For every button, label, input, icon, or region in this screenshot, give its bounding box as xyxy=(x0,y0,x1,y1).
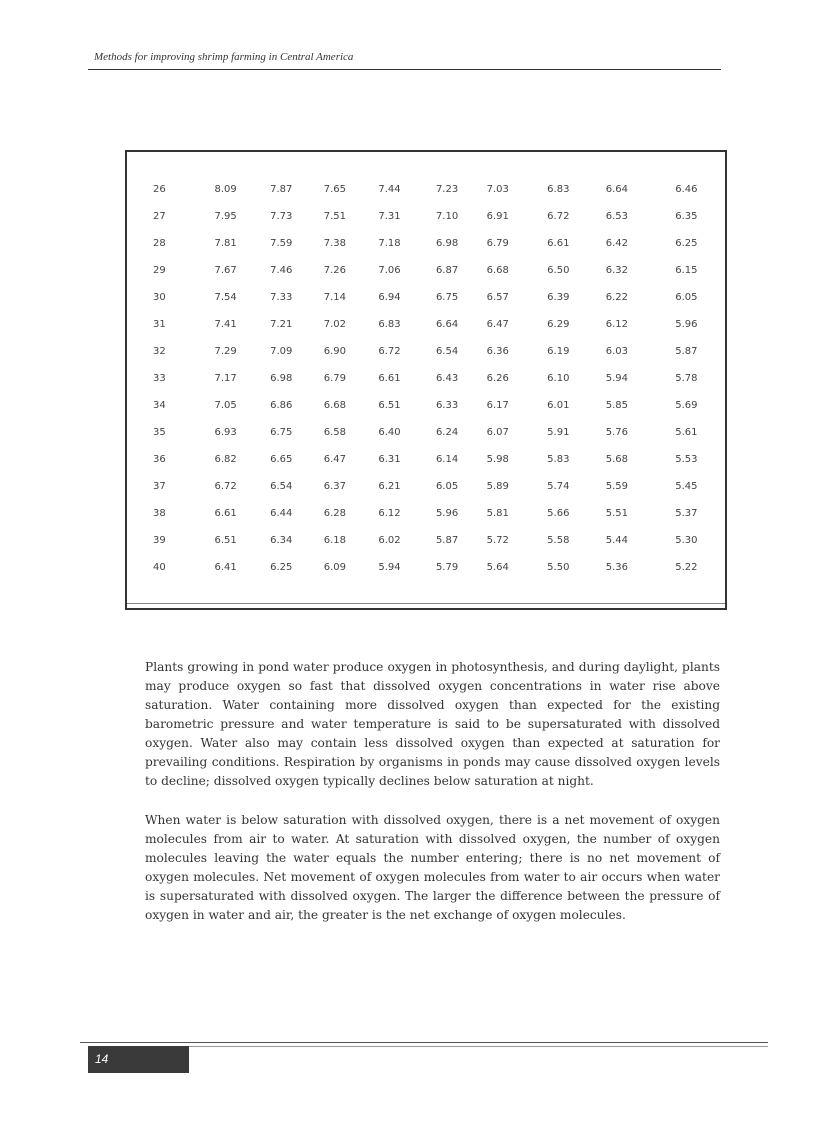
table-cell: 6.12 xyxy=(605,319,629,330)
table-cell: 7.46 xyxy=(270,265,293,276)
table-cell: 5.79 xyxy=(435,562,459,573)
header-rule xyxy=(88,69,721,70)
table-cell: 5.30 xyxy=(675,535,698,546)
table-cell: 6.43 xyxy=(435,373,459,384)
row-temperature-cell: 29 xyxy=(153,265,166,276)
table-row xyxy=(127,230,725,257)
table-cell: 6.91 xyxy=(486,211,509,222)
table-cell: 5.61 xyxy=(675,427,698,438)
table-cell: 6.44 xyxy=(270,508,293,519)
table-cell: 7.41 xyxy=(214,319,237,330)
table-cell: 5.68 xyxy=(605,454,629,465)
page-number: 14 xyxy=(88,1046,189,1073)
row-temperature-cell: 32 xyxy=(153,346,166,357)
table-cell: 7.59 xyxy=(270,238,293,249)
paragraph-net-movement: When water is below saturation with dissolved oxygen, there is a net movement of oxygen molecules from air to water. At saturation with dissolved oxygen, the number of oxygen molecules leaving the water equals the number entering; there is no net movement of oxygen molecules. Net movement of oxygen molecules from water to air occurs when water is supersaturated with dissolved oxygen. The larger the difference between the pressure of oxygen in water and air, the greater is the net exchange of oxygen molecules. xyxy=(145,813,720,922)
table-cell: 6.36 xyxy=(486,346,509,357)
table-cell: 6.02 xyxy=(378,535,401,546)
footer-rule xyxy=(80,1042,768,1043)
table-row xyxy=(127,554,725,581)
row-temperature-cell: 36 xyxy=(153,454,166,465)
table-cell: 6.28 xyxy=(323,508,346,519)
table-cell: 6.14 xyxy=(435,454,459,465)
table-cell: 7.03 xyxy=(486,184,509,195)
table-cell: 6.54 xyxy=(435,346,459,357)
table-cell: 5.36 xyxy=(605,562,629,573)
table-cell: 6.07 xyxy=(486,427,509,438)
table-cell: 5.37 xyxy=(675,508,698,519)
row-temperature-cell: 27 xyxy=(153,211,166,222)
row-temperature-cell: 37 xyxy=(153,481,166,492)
table-cell: 6.19 xyxy=(547,346,570,357)
table-cell: 6.98 xyxy=(435,238,459,249)
table-cell: 6.68 xyxy=(323,400,346,411)
table-cell: 6.09 xyxy=(323,562,346,573)
table-cell: 6.18 xyxy=(323,535,346,546)
table-cell: 7.26 xyxy=(323,265,346,276)
table-cell: 6.41 xyxy=(214,562,237,573)
row-temperature-cell: 33 xyxy=(153,373,166,384)
table-cell: 7.17 xyxy=(214,373,237,384)
table-row xyxy=(127,203,725,230)
table-cell: 7.31 xyxy=(378,211,401,222)
table-cell: 6.05 xyxy=(435,481,459,492)
table-cell: 6.79 xyxy=(486,238,509,249)
table-cell: 6.05 xyxy=(675,292,698,303)
table-cell: 6.42 xyxy=(605,238,629,249)
table-cell: 6.47 xyxy=(486,319,509,330)
table-cell: 6.82 xyxy=(214,454,237,465)
table-cell: 6.25 xyxy=(675,238,698,249)
row-temperature-cell: 35 xyxy=(153,427,166,438)
table-cell: 7.38 xyxy=(323,238,346,249)
table-cell: 6.72 xyxy=(547,211,570,222)
table-row xyxy=(127,284,725,311)
row-temperature-cell: 26 xyxy=(153,184,166,195)
table-cell: 5.94 xyxy=(605,373,629,384)
table-cell: 7.73 xyxy=(270,211,293,222)
table-cell: 6.39 xyxy=(547,292,570,303)
table-cell: 7.18 xyxy=(378,238,401,249)
table-cell: 6.61 xyxy=(547,238,570,249)
table-cell: 6.61 xyxy=(214,508,237,519)
table-cell: 5.51 xyxy=(605,508,629,519)
table-cell: 6.94 xyxy=(378,292,401,303)
table-cell: 7.95 xyxy=(214,211,237,222)
table-cell: 5.87 xyxy=(675,346,698,357)
table-cell: 7.09 xyxy=(270,346,293,357)
table-cell: 6.64 xyxy=(435,319,459,330)
table-cell: 5.74 xyxy=(547,481,570,492)
table-cell: 5.96 xyxy=(675,319,698,330)
table-cell: 5.87 xyxy=(435,535,459,546)
row-temperature-cell: 40 xyxy=(153,562,166,573)
table-cell: 7.02 xyxy=(323,319,346,330)
table-cell: 6.25 xyxy=(270,562,293,573)
table-cell: 6.22 xyxy=(605,292,629,303)
table-cell: 6.90 xyxy=(323,346,346,357)
table-row xyxy=(127,500,725,527)
table-cell: 6.15 xyxy=(675,265,698,276)
table-cell: 6.40 xyxy=(378,427,401,438)
table-row xyxy=(127,392,725,419)
table-cell: 6.21 xyxy=(378,481,401,492)
table-cell: 6.64 xyxy=(605,184,629,195)
table-cell: 5.66 xyxy=(547,508,570,519)
table-cell: 6.58 xyxy=(323,427,346,438)
table-cell: 6.86 xyxy=(270,400,293,411)
table-cell: 5.72 xyxy=(486,535,509,546)
table-cell: 5.81 xyxy=(486,508,509,519)
table-cell: 6.29 xyxy=(547,319,570,330)
table-cell: 5.69 xyxy=(675,400,698,411)
table-cell: 5.59 xyxy=(605,481,629,492)
footer-rule-secondary xyxy=(189,1046,768,1047)
table-cell: 5.96 xyxy=(435,508,459,519)
table-cell: 7.33 xyxy=(270,292,293,303)
table-cell: 7.05 xyxy=(214,400,237,411)
table-cell: 6.50 xyxy=(547,265,570,276)
table-row xyxy=(127,527,725,554)
table-cell: 6.51 xyxy=(378,400,401,411)
table-cell: 7.44 xyxy=(378,184,401,195)
table-cell: 6.93 xyxy=(214,427,237,438)
table-cell: 6.83 xyxy=(547,184,570,195)
table-row xyxy=(127,176,725,203)
table-cell: 5.98 xyxy=(486,454,509,465)
row-temperature-cell: 39 xyxy=(153,535,166,546)
table-cell: 5.45 xyxy=(675,481,698,492)
row-temperature-cell: 34 xyxy=(153,400,166,411)
table-cell: 7.06 xyxy=(378,265,401,276)
table-cell: 5.89 xyxy=(486,481,509,492)
table-cell: 5.76 xyxy=(605,427,629,438)
table-cell: 7.65 xyxy=(323,184,346,195)
table-cell: 6.72 xyxy=(214,481,237,492)
table-cell: 6.87 xyxy=(435,265,459,276)
table-cell: 7.14 xyxy=(323,292,346,303)
table-cell: 6.26 xyxy=(486,373,509,384)
row-temperature-cell: 38 xyxy=(153,508,166,519)
oxygen-solubility-table-box xyxy=(125,150,727,610)
table-cell: 7.23 xyxy=(435,184,459,195)
table-row xyxy=(127,419,725,446)
table-cell: 6.12 xyxy=(378,508,401,519)
table-cell: 6.79 xyxy=(323,373,346,384)
table-row xyxy=(127,365,725,392)
table-cell: 7.10 xyxy=(435,211,459,222)
table-cell: 6.32 xyxy=(605,265,629,276)
table-cell: 5.50 xyxy=(547,562,570,573)
table-row xyxy=(127,257,725,284)
table-cell: 6.83 xyxy=(378,319,401,330)
table-cell: 6.53 xyxy=(605,211,629,222)
table-cell: 8.09 xyxy=(214,184,237,195)
row-temperature-cell: 30 xyxy=(153,292,166,303)
table-cell: 5.53 xyxy=(675,454,698,465)
table-cell: 6.34 xyxy=(270,535,293,546)
table-row xyxy=(127,338,725,365)
table-cell: 6.37 xyxy=(323,481,346,492)
table-row xyxy=(127,446,725,473)
table-cell: 6.46 xyxy=(675,184,698,195)
table-cell: 5.91 xyxy=(547,427,570,438)
table-cell: 5.78 xyxy=(675,373,698,384)
table-cell: 5.85 xyxy=(605,400,629,411)
table-cell: 6.31 xyxy=(378,454,401,465)
table-cell: 7.51 xyxy=(323,211,346,222)
table-cell: 6.24 xyxy=(435,427,459,438)
table-cell: 5.83 xyxy=(547,454,570,465)
table-cell: 6.10 xyxy=(547,373,570,384)
table-cell: 6.03 xyxy=(605,346,629,357)
table-cell: 7.54 xyxy=(214,292,237,303)
table-cell: 7.81 xyxy=(214,238,237,249)
table-cell: 6.98 xyxy=(270,373,293,384)
table-cell: 5.94 xyxy=(378,562,401,573)
row-temperature-cell: 31 xyxy=(153,319,166,330)
table-cell: 6.01 xyxy=(547,400,570,411)
table-cell: 7.29 xyxy=(214,346,237,357)
table-cell: 6.75 xyxy=(270,427,293,438)
table-cell: 6.17 xyxy=(486,400,509,411)
oxygen-solubility-table xyxy=(127,176,725,581)
table-cell: 6.65 xyxy=(270,454,293,465)
table-cell: 6.51 xyxy=(214,535,237,546)
table-cell: 7.21 xyxy=(270,319,293,330)
table-cell: 5.44 xyxy=(605,535,629,546)
table-cell: 7.67 xyxy=(214,265,237,276)
table-row xyxy=(127,311,725,338)
table-cell: 7.87 xyxy=(270,184,293,195)
table-cell: 5.58 xyxy=(547,535,570,546)
table-cell: 6.57 xyxy=(486,292,509,303)
row-temperature-cell: 28 xyxy=(153,238,166,249)
running-header: Methods for improving shrimp farming in Central America xyxy=(94,51,354,63)
table-cell: 6.47 xyxy=(323,454,346,465)
table-row xyxy=(127,473,725,500)
table-cell: 6.33 xyxy=(435,400,459,411)
table-cell: 6.54 xyxy=(270,481,293,492)
table-cell: 6.35 xyxy=(675,211,698,222)
table-cell: 6.61 xyxy=(378,373,401,384)
paragraph-photosynthesis: Plants growing in pond water produce oxygen in photosynthesis, and during daylight, plants may produce oxygen so fast that dissolved oxygen concentrations in water rise above saturation. Water containing more dissolved oxygen than expected for the existing barometric pressure and water temperature is said to be supersaturated with dissolved oxygen. Water also may contain less dissolved oxygen than expected at saturation for prevailing conditions. Respiration by organisms in ponds may cause dissolved oxygen levels to decline; dissolved oxygen typically declines below saturation at night. xyxy=(145,660,720,788)
table-cell: 6.75 xyxy=(435,292,459,303)
table-cell: 6.72 xyxy=(378,346,401,357)
table-body xyxy=(127,176,725,581)
table-cell: 6.68 xyxy=(486,265,509,276)
table-cell: 5.22 xyxy=(675,562,698,573)
table-cell: 5.64 xyxy=(486,562,509,573)
